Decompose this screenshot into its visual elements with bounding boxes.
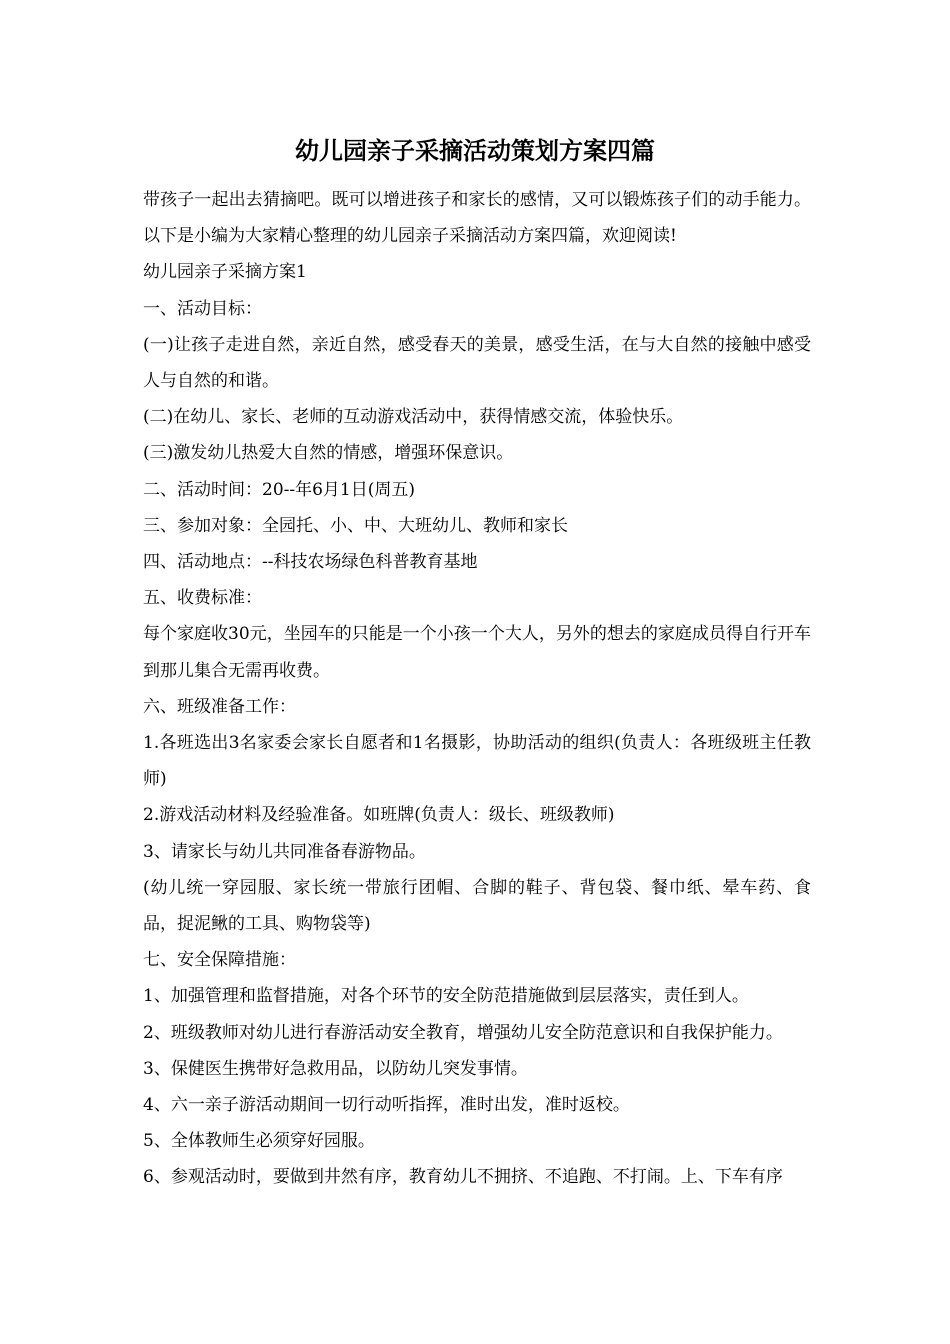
- heading-fees: 五、收费标准：: [143, 588, 262, 609]
- document-title: 幼儿园亲子采摘活动策划方案四篇: [295, 136, 655, 165]
- preparation-item: 2.游戏活动材料及经验准备。如班牌(负责人：级长、班级教师): [143, 805, 615, 826]
- heading-class-preparation: 六、班级准备工作：: [143, 696, 296, 717]
- fee-details: 每个家庭收30元，坐园车的只能是一个小孩一个大人，另外的想去的家庭成员得自行开车到那儿集合无需再收费。: [143, 624, 811, 681]
- preparation-note: (幼儿统一穿园服、家长统一带旅行团帽、合脚的鞋子、背包袋、餐巾纸、晕车药、食品，捉泥鳅的工具、购物袋等): [143, 877, 811, 935]
- safety-item: 1、加强管理和监督措施，对各个环节的安全防范措施做到层层落实，责任到人。: [143, 986, 749, 1007]
- intro-paragraph: 带孩子一起出去猜摘吧。既可以增进孩子和家长的感情，又可以锻炼孩子们的动手能力。以下是小编为大家精心整理的幼儿园亲子采摘活动方案四篇，欢迎阅读!: [143, 190, 811, 247]
- activity-location: 四、活动地点：--科技农场绿色科普教育基地: [143, 552, 478, 573]
- preparation-item: 1.各班选出3名家委会家长自愿者和1名摄影，协助活动的组织(负责人：各班级班主任教师): [143, 733, 811, 790]
- safety-item: 5、全体教师生必须穿好园服。: [143, 1131, 375, 1152]
- safety-item: 6、参观活动时，要做到井然有序，教育幼儿不拥挤、不追跑、不打闹。上、下车有序: [143, 1167, 783, 1188]
- safety-item: 4、六一亲子游活动期间一切行动听指挥，准时出发，准时返校。: [143, 1095, 630, 1116]
- safety-item: 2、班级教师对幼儿进行春游活动安全教育，增强幼儿安全防范意识和自我保护能力。: [143, 1022, 783, 1043]
- heading-safety-measures: 七、安全保障措施：: [143, 950, 296, 971]
- goal-item: (三)激发幼儿热爱大自然的情感，增强环保意识。: [143, 443, 514, 464]
- goal-item: (二)在幼儿、家长、老师的互动游戏活动中，获得情感交流，体验快乐。: [143, 407, 684, 428]
- safety-item: 3、保健医生携带好急救用品，以防幼儿突发事情。: [143, 1058, 528, 1079]
- heading-activity-goals: 一、活动目标：: [143, 298, 262, 319]
- activity-time: 二、活动时间：20--年6月1日(周五): [143, 479, 416, 500]
- participants: 三、参加对象：全园托、小、中、大班幼儿、教师和家长: [143, 515, 568, 536]
- preparation-item: 3、请家长与幼儿共同准备春游物品。: [143, 841, 426, 862]
- document-body: [143, 182, 811, 1196]
- section-heading: 幼儿园亲子采摘方案1: [143, 262, 307, 283]
- goal-item: (一)让孩子走进自然，亲近自然，感受春天的美景，感受生活，在与大自然的接触中感受人与自然的和谐。: [143, 334, 811, 392]
